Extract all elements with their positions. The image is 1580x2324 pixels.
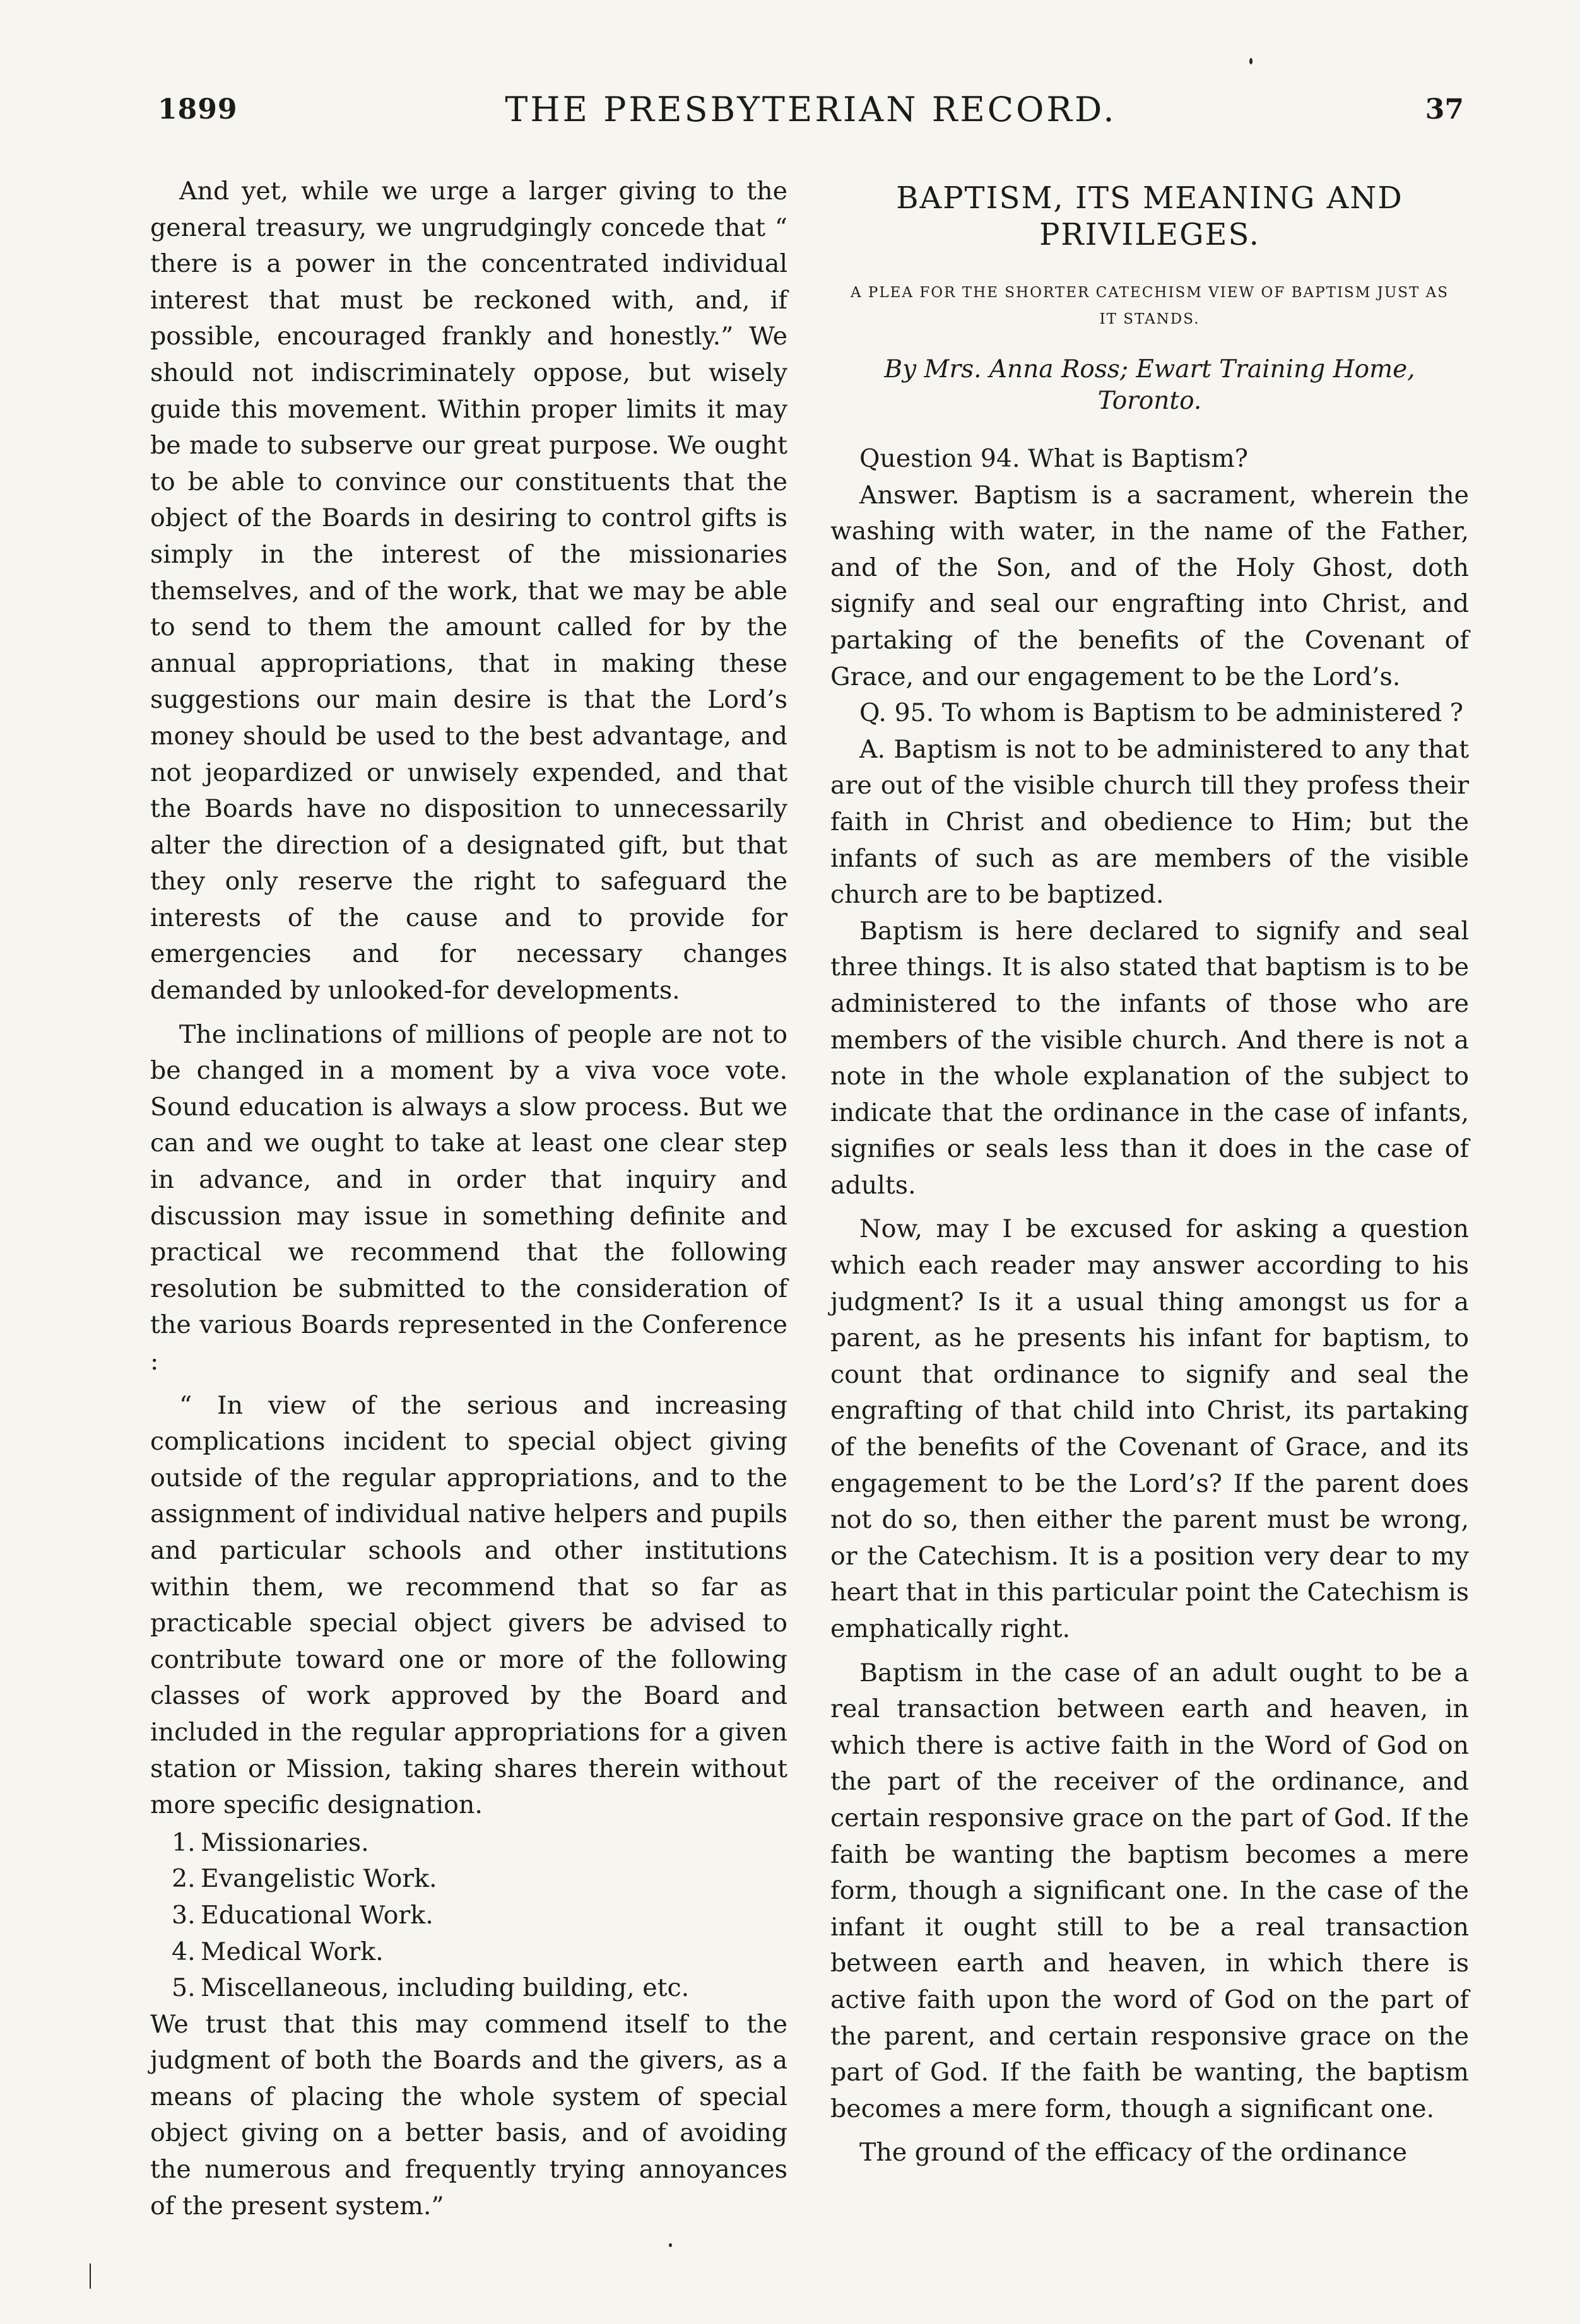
resolution-paragraph: “ In view of the serious and increasing complications incident to special object giving outside of the regular appropriations, and to the assignment of individual native helpers and pupils and particular schools and other institutions within them, we recommend that so far as practicable special object givers be advised to contribute toward one or more of the following classes of work approved by the Board and included in the regular appropriations for a given station or Mission, taking shares therein without more specific designation. — [150, 1390, 787, 1820]
publication-title: THE PRESBYTERIAN RECORD. — [505, 90, 1117, 129]
page-number: 37 — [1425, 93, 1464, 126]
left-column — [150, 173, 787, 2224]
page-header — [158, 90, 1464, 138]
byline: By Mrs. Anna Ross; Ewart Training Home, Toronto. — [884, 355, 1415, 415]
print-mark — [90, 2263, 91, 2289]
list-item: 1. Missionaries. — [172, 1828, 369, 1857]
list-item: 4. Medical Work. — [172, 1937, 384, 1966]
answer-94: Answer. Baptism is a sacrament, wherein the washing with water, in the name of the Father, and of the Son, and of the Holy Ghost, doth signify and seal our engrafting into Christ, and partaking of the benefits of the Covenant of Grace, and our engagement to be the Lord’s. — [830, 480, 1469, 691]
paragraph: The ground of the efficacy of the ordinance — [859, 2138, 1408, 2168]
paragraph: Baptism is here declared to signify and seal three things. It is also stated that baptism is to be administered to the infants of those who are members of the visible church. And there is not a note in the whole explanation of the subject to indicate that the ordinance in the case of infants, signifies or seals less than it does in the case of adults. — [830, 916, 1469, 1200]
list-item: 2. Evangelistic Work. — [172, 1864, 437, 1894]
print-speck — [669, 2243, 672, 2247]
article-subheading: A PLEA FOR THE SHORTER CATECHISM VIEW OF BAPTISM JUST AS IT STANDS. — [850, 285, 1449, 327]
paragraph: And yet, while we urge a larger giving to the general treasury, we ungrudgingly concede that “ there is a power in the concentrated individual interest that must be reckoned with, and, if possible, encouraged frankly and honestly.” We should not indiscriminately oppose, but wisely guide this movement. Within proper limits it may be made to subserve our great purpose. We ought to be able to convince our constituents that the object of the Boards in desiring to control gifts is simply in the interest of the missionaries themselves, and of the work, that we may be able to send to them the amount called for by the annual appropriations, that in making these suggestions our main desire is that the Lord’s money should be used to the best advantage, and not jeopardized or unwisely expended, and that the Boards have no disposition to unnecessarily alter the direction of a designated gift, but that they only reserve the right to safeguard the interests of the cause and to provide for emergencies and for necessary changes demanded by unlooked-for developments. — [150, 177, 787, 1006]
article-title: BAPTISM, ITS MEANING AND PRIVILEGES. — [896, 180, 1403, 252]
catechism-questions — [830, 441, 1469, 913]
answer-95: A. Baptism is not to be administered to any that are out of the visible church till they profess their faith in Christ and obedience to Him; but the infants of such as are members of the visible church are to be baptized. — [830, 734, 1469, 910]
closing-paragraph: We trust that this may commend itself to the judgment of both the Boards and the givers, as a means of placing the whole system of special object giving on a better basis, and of avoiding the numerous and frequently trying annoyances of the present system.” — [150, 2009, 787, 2221]
print-speck — [1249, 58, 1253, 64]
right-column — [830, 180, 1469, 2171]
list-item: 3. Educational Work. — [172, 1900, 433, 1930]
question-95: Q. 95. To whom is Baptism to be administered ? — [859, 698, 1463, 728]
paragraph: The inclinations of millions of people are not to be changed in a moment by a viva voce vote. Sound education is always a slow process. But we can and we ought to take at least one clear step in advance, and in order that inquiry and discussion may issue in something definite and practical we recommend that the following resolution be submitted to the consideration of the various Boards represented in the Conference : — [150, 1019, 787, 1376]
question-94: Question 94. What is Baptism? — [859, 444, 1248, 473]
header-year: 1899 — [158, 93, 238, 126]
work-classes-list — [150, 1825, 787, 2007]
list-item: 5. Miscellaneous, including building, etc. — [172, 1973, 690, 2003]
paragraph: Now, may I be excused for asking a question which each reader may answer according to his judgment? Is it a usual thing amongst us for a parent, as he presents his infant for baptism, to count that ordinance to signify and seal the engrafting of that child into Christ, its partaking of the benefits of the Covenant of Grace, and its engagement to be the Lord’s? If the parent does not do so, then either the parent must be wrong, or the Catechism. It is a position very dear to my heart that in this particular point the Catechism is emphatically right. — [830, 1214, 1469, 1643]
paragraph: Baptism in the case of an adult ought to be a real transaction between earth and heaven, in which there is active faith in the Word of God on the part of the receiver of the ordinance, and certain responsive grace on the part of God. If the faith be wanting the baptism becomes a mere form, though a significant one. In the case of the infant it ought still to be a real transaction between earth and heaven, in which there is active faith upon the word of God on the part of the parent, and certain responsive grace on the part of God. If the faith be wanting, the baptism becomes a mere form, though a significant one. — [830, 1658, 1469, 2123]
